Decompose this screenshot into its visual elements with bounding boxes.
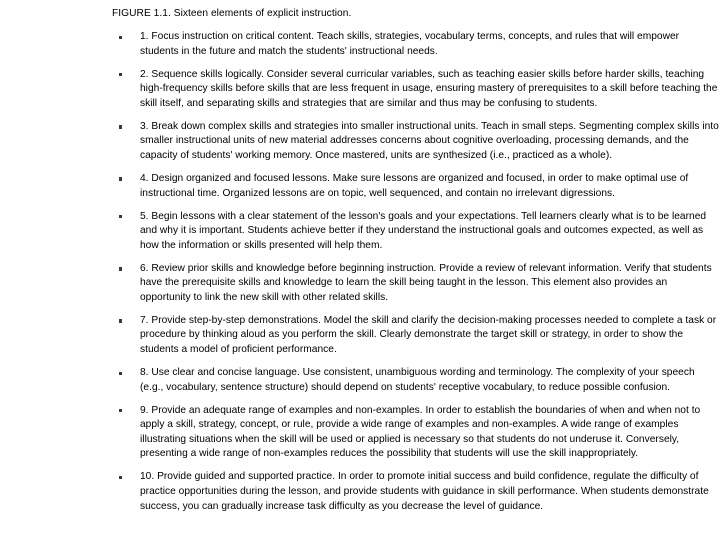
list-item <box>112 470 720 514</box>
square-bullet-icon <box>119 36 122 39</box>
list-item <box>112 404 720 462</box>
list-item-text: 9. Provide an adequate range of examples and non-examples. In order to establish the boundaries of when and when not to apply a skill, strategy, concept, or rule, provide a wide range of examples and non-examples. A wide range of examples illustrating situations when the skill will be used or applied is necessary so that students do not underuse it. Conversely, presenting a wide range of non-examples reduces the possibility that students will use the skill inappropriately. <box>140 404 701 460</box>
square-bullet-icon <box>119 125 122 128</box>
elements-list <box>112 30 720 514</box>
square-bullet-icon <box>119 215 122 218</box>
list-item <box>112 120 720 164</box>
list-item <box>112 314 720 358</box>
square-bullet-icon <box>119 319 122 322</box>
list-item <box>112 366 720 395</box>
list-item <box>112 262 720 306</box>
list-item-text: 2. Sequence skills logically. Consider several curricular variables, such as teaching easier skills before harder skills, teaching high-frequency skills before skills that are less frequent in usage, ensuring mastery of prerequisites to a skill before teaching the skill itself, and separating skills and strategies that are similar and thus may be confusing to students. <box>140 68 718 109</box>
square-bullet-icon <box>119 73 122 76</box>
list-item <box>112 172 720 201</box>
square-bullet-icon <box>119 476 122 479</box>
list-item-text: 4. Design organized and focused lessons. Make sure lessons are organized and focused, in order to make optimal use of instructional time. Organized lessons are on topic, well sequenced, and contain no irrelevant digressions. <box>140 172 689 199</box>
list-item <box>112 30 720 59</box>
list-item <box>112 210 720 254</box>
list-item <box>112 68 720 112</box>
list-item-text: 3. Break down complex skills and strategies into smaller instructional units. Teach in small steps. Segmenting complex skills into smaller instructional units of new material addresses concerns about cognitive overloading, processing demands, and the capacity of students' working memory. Once mastered, units are synthesized (i.e., practiced as a whole). <box>140 120 719 161</box>
square-bullet-icon <box>119 409 122 412</box>
square-bullet-icon <box>119 372 122 375</box>
list-item-text: 8. Use clear and concise language. Use consistent, unambiguous wording and terminology. The complexity of your speech (e.g., vocabulary, sentence structure) should depend on students' receptive vocabulary, to reduce possible confusion. <box>140 367 695 393</box>
figure-title: FIGURE 1.1. Sixteen elements of explicit instruction. <box>112 8 352 19</box>
list-item-text: 7. Provide step-by-step demonstrations. Model the skill and clarify the decision-making processes needed to complete a task or procedure by thinking aloud as you perform the skill. Clearly demonstrate the target skill or strategy, in order to show the students a model of proficient performance. <box>140 314 717 356</box>
square-bullet-icon <box>119 177 122 180</box>
list-item-text: 10. Provide guided and supported practice. In order to promote initial success and build confidence, regulate the difficulty of practice opportunities during the lesson, and provide students with guidance in skill performance. When students demonstrate success, you can gradually increase task difficulty as you decrease the level of guidance. <box>140 471 709 512</box>
list-item-text: 1. Focus instruction on critical content. Teach skills, strategies, vocabulary terms, concepts, and rules that will empower students in the future and match the students' instructional needs. <box>140 31 680 57</box>
list-item-text: 5. Begin lessons with a clear statement of the lesson's goals and your expectations. Tell learners clearly what is to be learned and why it is important. Students achieve better if they understand the instructional goals and outcomes expected, as well as how the information or skills presented will help them. <box>140 210 707 251</box>
list-item-text: 6. Review prior skills and knowledge before beginning instruction. Provide a review of relevant information. Verify that students have the prerequisite skills and knowledge to learn the skill being taught in the lesson. This element also provides an opportunity to link the new skill with other related skills. <box>140 262 712 303</box>
square-bullet-icon <box>119 267 122 270</box>
